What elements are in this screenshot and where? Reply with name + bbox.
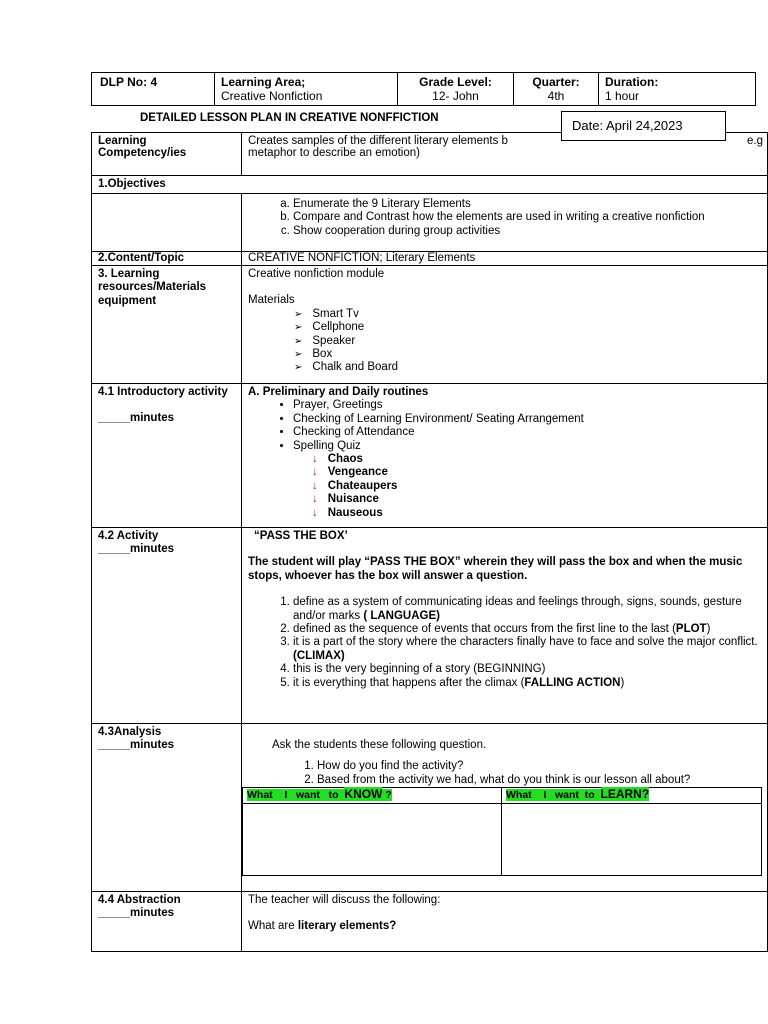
materials-list [248,308,761,375]
spelling-words [248,453,761,520]
learning-area-cell [215,73,398,106]
activity-label: 4.2 Activity [98,530,159,542]
learn-cell[interactable] [502,803,762,875]
competency-label: Learning Competency/ies [92,133,242,176]
objective-item: c. Show cooperation during group activities [293,225,761,238]
analysis-minutes: _____minutes [98,739,175,752]
analysis-question: 2. Based from the activity we had, what do you think is our lesson all about? [317,774,767,787]
intro-bullet: • Prayer, Greetings [293,399,761,412]
know-cell[interactable] [243,803,502,875]
intro-minutes: _____minutes [98,412,175,425]
activity-question: 1. define as a system of communicating ideas and feelings through, signs, sounds, gesture and/or marks ( LANGUAGE) [293,596,761,623]
abstraction-line2: What are literary elements? [248,920,397,933]
abstraction-row [92,892,768,952]
objectives-list [248,198,761,238]
abstraction-minutes: _____minutes [98,907,175,920]
intro-heading: A. Preliminary and Daily routines [248,386,429,398]
spelling-word: ↓ Nuisance [312,493,761,506]
activity-question: 4. this is the very beginning of a story (BEGINNING) [293,663,761,676]
analysis-questions [242,760,767,787]
quarter-label: Quarter: [532,75,580,89]
lesson-table [91,132,768,952]
dlp-number: DLP No: 4 [92,73,215,106]
objective-item: a. Enumerate the 9 Literary Elements [293,198,761,211]
duration-label: Duration: [605,75,659,89]
spelling-word: ↓ Vengeance [312,466,761,479]
learn-header: What I want to LEARN? [502,788,762,803]
header-table [91,72,756,106]
abstraction-label: 4.4 Abstraction [98,894,181,906]
duration-value: 1 hour [605,89,640,103]
resources-row [92,266,768,384]
objectives-header-row [92,176,768,194]
material-item: ➢ Smart Tv [294,308,761,321]
materials-label: Materials [248,294,295,307]
learning-area-value: Creative Nonfiction [221,89,323,103]
material-item: ➢ Cellphone [294,321,761,334]
grade-level-value: 12- John [432,89,479,103]
spelling-word: ↓ Nauseous [312,507,761,520]
duration-cell [599,73,756,106]
intro-bullet: • Checking of Learning Environment/ Seating Arrangement [293,413,761,426]
competency-line1: Creates samples of the different literary elements b [248,135,508,147]
analysis-question: 1. How do you find the activity? [317,760,767,773]
abstraction-line1: The teacher will discuss the following: [248,894,441,906]
resources-module: Creative nonfiction module [248,268,385,280]
analysis-row [92,724,768,892]
quarter-value: 4th [547,89,565,103]
page-title: DETAILED LESSON PLAN IN CREATIVE NONFFICTION [140,112,439,124]
material-item: ➢ Box [294,348,761,361]
resources-label: 3. Learning resources/Materials equipment [92,266,242,384]
material-item: ➢ Chalk and Board [294,361,761,374]
activity-question: 5. it is everything that happens after the climax (FALLING ACTION) [293,677,761,690]
material-item: ➢ Speaker [294,335,761,348]
grade-level-cell [398,73,514,106]
competency-line2: metaphor to describe an emotion) [248,147,420,159]
objective-item: b. Compare and Contrast how the elements are used in writing a creative nonfiction [293,211,761,224]
activity-minutes: _____minutes [98,543,175,556]
activity-row [92,528,768,724]
intro-bullet: • Spelling Quiz [293,440,761,453]
kwl-table [242,787,762,875]
spelling-word: ↓ Chateaupers [312,480,761,493]
objectives-label: 1.Objectives [92,176,768,194]
spelling-word: ↓ Chaos [312,453,761,466]
objectives-row [92,194,768,252]
activity-question: 2. defined as the sequence of events that occurs from the first line to the last (PLOT) [293,623,761,636]
quarter-cell [514,73,599,106]
date-box: Date: April 24,2023 [561,111,726,141]
content-row [92,252,768,266]
analysis-label: 4.3Analysis [98,726,162,738]
intro-bullets [248,399,761,453]
know-header: What I want to KNOW ? [243,788,502,803]
intro-row [92,384,768,528]
activity-instruction: The student will play “PASS THE BOX” wherein they will pass the box and when the music stops, whoever has the box will answer a question. [248,556,743,582]
competency-line1-end: e.g [747,135,763,147]
activity-title: “PASS THE BOX’ [254,530,348,542]
activity-questions [248,596,761,690]
content-value: CREATIVE NONFICTION; Literary Elements [242,252,768,266]
analysis-intro: Ask the students these following question. [272,739,487,751]
activity-question: 3. it is a part of the story where the characters finally have to face and solve the major conflict. (CLIMAX) [293,636,761,663]
intro-bullet: • Checking of Attendance [293,426,761,439]
intro-label: 4.1 Introductory activity [98,386,228,398]
learning-area-label: Learning Area; [221,75,306,89]
grade-level-label: Grade Level: [419,75,492,89]
content-label: 2.Content/Topic [92,252,242,266]
